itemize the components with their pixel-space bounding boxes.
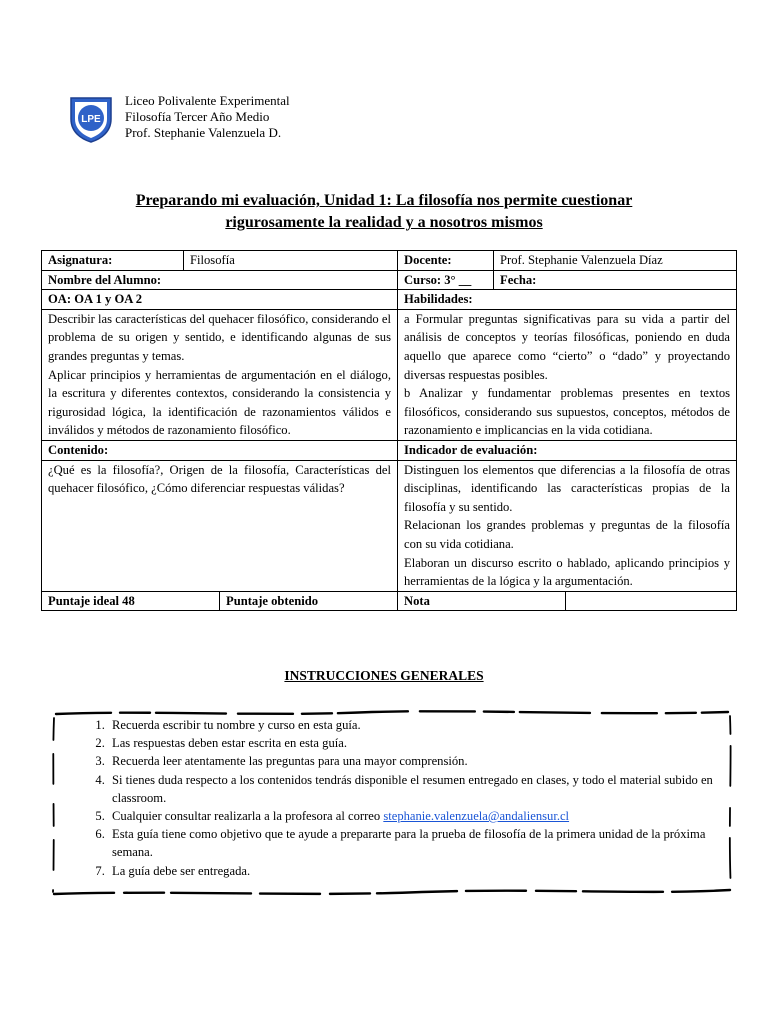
school-crest-logo — [68, 93, 114, 143]
nota-value-field[interactable] — [566, 591, 737, 611]
list-item: 7. La guía debe ser entregada. — [108, 862, 748, 880]
indicador-2: Relacionan los grandes problemas y preguntas de la filosofía con su vida cotidiana. — [404, 518, 731, 551]
list-item: 1. Recuerda escribir tu nombre y curso en esta guía. — [108, 716, 748, 734]
table-row — [42, 440, 737, 460]
title-line-1: Preparando mi evaluación, Unidad 1: La filosofía nos permite cuestionar — [135, 192, 633, 209]
teacher-email-link[interactable]: stephanie.valenzuela@andaliensur.cl — [383, 809, 570, 824]
title-line-2: rigurosamente la realidad y a nosotros mismos — [225, 214, 543, 231]
list-item-text: Cualquier consultar realizarla a la profesora al correo — [112, 809, 384, 824]
list-item: 2. Las respuestas deben estar escrita en esta guía. — [108, 734, 748, 752]
table-row — [42, 270, 737, 290]
list-item: 6. Esta guía tiene como objetivo que te ayude a prepararte para la prueba de filosofía de la primera unidad de la próxima semana. — [108, 825, 748, 861]
habilidades-description — [398, 309, 737, 440]
habilidad-b: b Analizar y fundamentar problemas presentes en textos filosóficos, considerando sus supuestos, conceptos, métodos de razonamiento e implicancias en la vida cotidiana. — [404, 386, 731, 438]
school-info — [125, 93, 290, 141]
table-row — [42, 460, 737, 591]
list-item: 4. Si tienes duda respecto a los contenidos tendrás disponible el resumen entregado en clases, y todo el material subido en classroom. — [108, 771, 748, 807]
logo-text: LPE — [81, 114, 101, 125]
contenido-label: Contenido: — [42, 440, 398, 460]
teacher-line: Prof. Stephanie Valenzuela D. — [125, 125, 282, 140]
indicador-3: Elaboran un discurso escrito o hablado, aplicando principios y herramientas de la lógica y la argumentación. — [404, 555, 731, 589]
list-item: 3. Recuerda leer atentamente las preguntas para una mayor comprensión. — [108, 752, 748, 770]
list-item — [108, 807, 748, 825]
table-row — [42, 309, 737, 440]
oa-label: OA: OA 1 y OA 2 — [42, 290, 398, 310]
table-row — [42, 290, 737, 310]
table-row — [42, 251, 737, 271]
indicador-description — [398, 460, 737, 591]
oa-description — [42, 309, 398, 440]
instructions-heading: INSTRUCCIONES GENERALES — [284, 668, 484, 683]
instructions-list — [86, 716, 748, 880]
oa-text-2: Aplicar principios y herramientas de argumentación en el diálogo, la escritura y diferentes contextos, considerando la consistencia y rigurosidad lógica, la identificación de razonamientos válidos e inválidos y métodos de razonamiento filosófico. — [48, 367, 391, 438]
course-line: Filosofía Tercer Año Medio — [125, 109, 270, 124]
docente-value: Prof. Stephanie Valenzuela Díaz — [494, 251, 737, 271]
puntaje-obtenido-field[interactable]: Puntaje obtenido — [220, 591, 398, 611]
contenido-text: ¿Qué es la filosofía?, Origen de la filosofía, Características del quehacer filosófico, ¿Cómo diferenciar respuestas válidas? — [42, 460, 398, 591]
docente-label: Docente: — [398, 251, 494, 271]
indicador-label: Indicador de evaluación: — [398, 440, 737, 460]
oa-text-1: Describir las características del quehacer filosófico, considerando el problema de su origen y sentido, e identificando algunas de sus grandes preguntas y temas. — [48, 311, 391, 363]
date-field[interactable]: Fecha: — [494, 270, 737, 290]
course-field[interactable]: Curso: 3° __ — [398, 270, 494, 290]
indicador-1: Distinguen los elementos que diferencias a la filosofía de otras disciplinas, identificando las características propias de la filosofía y su sentido. — [404, 462, 731, 514]
table-row — [42, 591, 737, 611]
student-name-field[interactable]: Nombre del Alumno: — [42, 270, 398, 290]
evaluation-info-table — [41, 250, 737, 611]
habilidad-a: a Formular preguntas significativas para su vida a partir del análisis de conceptos y teorías filosóficas, poniendo en duda aquello que aparece como “cierto” o “dado” y proyectando diversas respuestas posibles. — [404, 311, 731, 382]
instructions-box — [42, 708, 742, 898]
asignatura-value: Filosofía — [184, 251, 398, 271]
habilidades-label: Habilidades: — [398, 290, 737, 310]
asignatura-label: Asignatura: — [42, 251, 184, 271]
school-name: Liceo Polivalente Experimental — [125, 93, 290, 108]
page-title — [60, 190, 708, 234]
document-header — [68, 93, 668, 143]
puntaje-ideal: Puntaje ideal 48 — [42, 591, 220, 611]
nota-label: Nota — [398, 591, 566, 611]
